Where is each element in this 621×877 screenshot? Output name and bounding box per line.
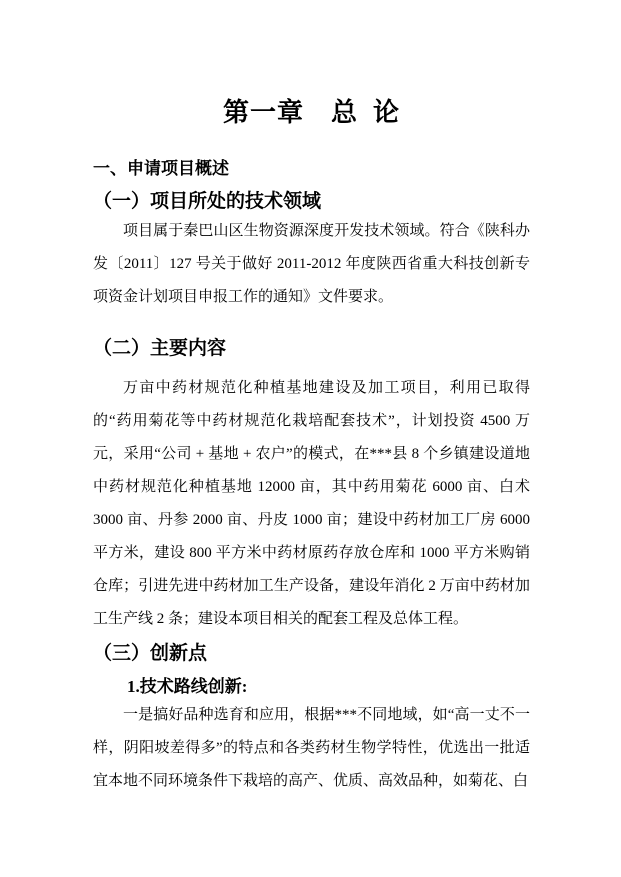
subsection-2-paragraph: 万亩中药材规范化种植基地建设及加工项目，利用已取得的“药用菊花等中药材规范化栽培配套技术”，计划投资 4500 万元，采用“公司 + 基地 + 农户”的模式，在***县 8 个乡镇建设道地中药材规范化种植基地 12000 亩，其中药用菊花 6000 亩、白术 3000 亩、丹参 2000 亩、丹皮 1000 亩；建设中药材加工厂房 6000 平方米，建设 800 平方米中药材原药存放仓库和 1000 平方米购销仓库；引进先进中药材加工生产设备，建设年消化 2 万亩中药材加工生产线 2 条；建设本项目相关的配套工程及总体工程。 xyxy=(93,380,530,627)
subsection-1-paragraph: 项目属于秦巴山区生物资源深度开发技术领域。符合《陕科办发〔2011〕127 号关于做好 2011-2012 年度陕西省重大科技创新专项资金计划项目申报工作的通知》文件要求。 xyxy=(93,223,530,305)
subsection-3-subheading: 1.技术路线创新: xyxy=(127,677,248,696)
subsection-3-heading: （三）创新点 xyxy=(93,643,208,664)
subsection-1-heading: （一）项目所处的技术领域 xyxy=(93,191,322,212)
subsection-2-heading: （二）主要内容 xyxy=(93,338,227,359)
chapter-title: 第一章 总 论 xyxy=(222,98,400,127)
section-heading: 一、申请项目概述 xyxy=(93,159,229,178)
subsection-3-paragraph: 一是搞好品种选育和应用，根据***不同地域，如“高一丈不一样，阴阳坡差得多”的特点和各类药材生物学特性，优选出一批适宜本地不同环境条件下栽培的高产、优质、高效品种，如菊花、白 xyxy=(93,707,530,789)
